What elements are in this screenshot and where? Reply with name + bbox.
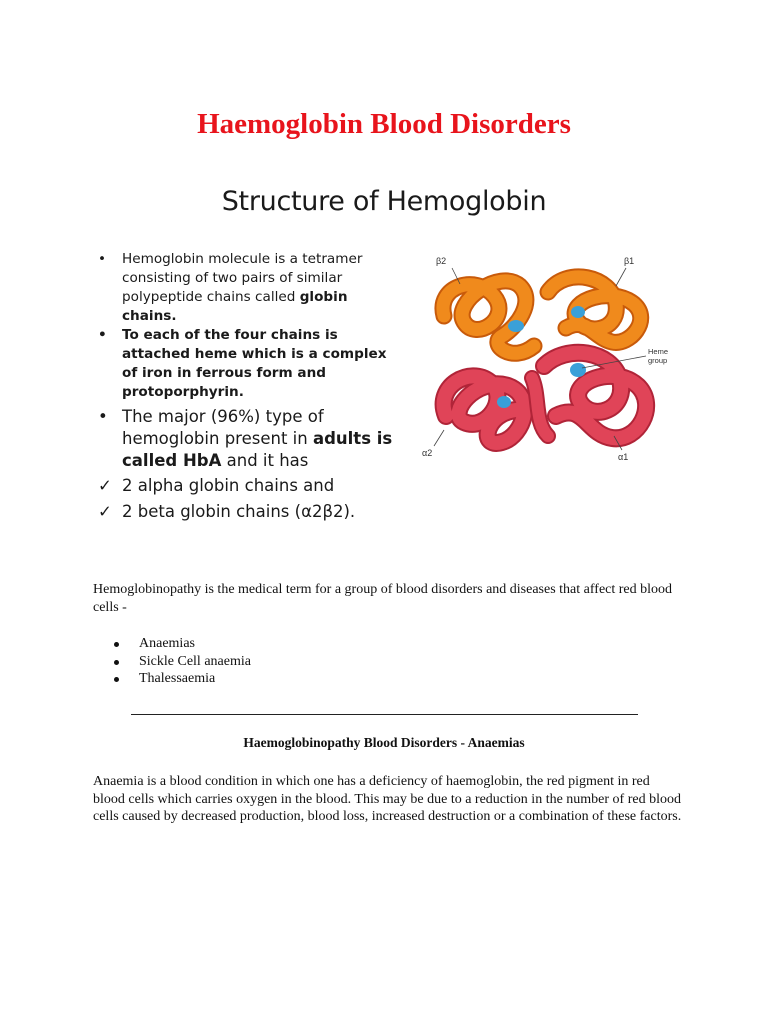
slide-check-beta	[96, 500, 406, 524]
check-icon: ✓	[98, 476, 112, 495]
slide-point-text: To each of the four chains is attached heme which is a complex of iron in ferrous form and protoporphyrin.	[122, 327, 387, 400]
slide-point-hba	[96, 406, 406, 472]
slide-check-text: 2 alpha globin chains and	[122, 476, 335, 495]
bullet-dot	[114, 642, 119, 647]
slide-point-bold: adults is called HbA	[122, 429, 393, 470]
bullet-mark: •	[98, 251, 107, 267]
document-title: Haemoglobin Blood Disorders	[197, 108, 571, 140]
slide-point-heme	[96, 326, 406, 402]
intro-paragraph: Hemoglobinopathy is the medical term for a group of blood disorders and diseases that affect red blood cells -	[93, 582, 673, 615]
check-icon: ✓	[98, 502, 112, 521]
hemoglobin-structure-figure	[416, 246, 678, 466]
bullet-dot	[114, 660, 119, 665]
slide-point-text: and it has	[221, 451, 309, 470]
anaemia-paragraph: Anaemia is a blood condition in which one has a deficiency of haemoglobin, the red pigment in red blood cells which carries oxygen in the blood. This may be due to a reduction in the number of red blood cells caused by decreased production, blood loss, increased destruction or a combination of these factors.	[93, 774, 682, 824]
label-alpha1: α1	[618, 452, 629, 462]
slide-point-tetramer	[96, 250, 406, 326]
label-heme-line2: group	[648, 356, 668, 365]
slide-bullet-list	[96, 250, 406, 524]
beta-chains	[443, 277, 641, 353]
slide-point-bold: globin chains.	[122, 289, 348, 324]
list-item-text: Sickle Cell anaemia	[139, 653, 251, 669]
label-beta2: β2	[436, 256, 447, 266]
label-alpha2: α2	[422, 448, 433, 458]
bullet-dot	[114, 677, 119, 682]
bullet-mark: •	[98, 327, 107, 343]
label-beta1: β1	[624, 256, 635, 266]
list-item-text: Anaemias	[139, 636, 195, 651]
list-item	[112, 670, 251, 688]
slide-check-text: 2 beta globin chains (α2β2).	[122, 502, 356, 521]
list-item	[112, 635, 251, 653]
list-item-text: Thalessaemia	[139, 671, 216, 686]
slide-check-alpha	[96, 474, 406, 498]
slide-point-text: Hemoglobin molecule is a tetramer consisting of two pairs of similar polypeptide chains called	[122, 251, 363, 305]
list-item	[112, 653, 251, 671]
alpha-chains	[444, 353, 647, 443]
section-heading: Haemoglobinopathy Blood Disorders - Anaemias	[243, 735, 525, 750]
horizontal-divider	[131, 714, 638, 715]
disorder-list	[112, 635, 251, 688]
bullet-mark: •	[98, 407, 108, 426]
label-heme-line1: Heme	[648, 347, 669, 356]
slide-point-text: The major (96%) type of hemoglobin present in	[122, 407, 324, 448]
slide-title: Structure of Hemoglobin	[221, 186, 547, 217]
